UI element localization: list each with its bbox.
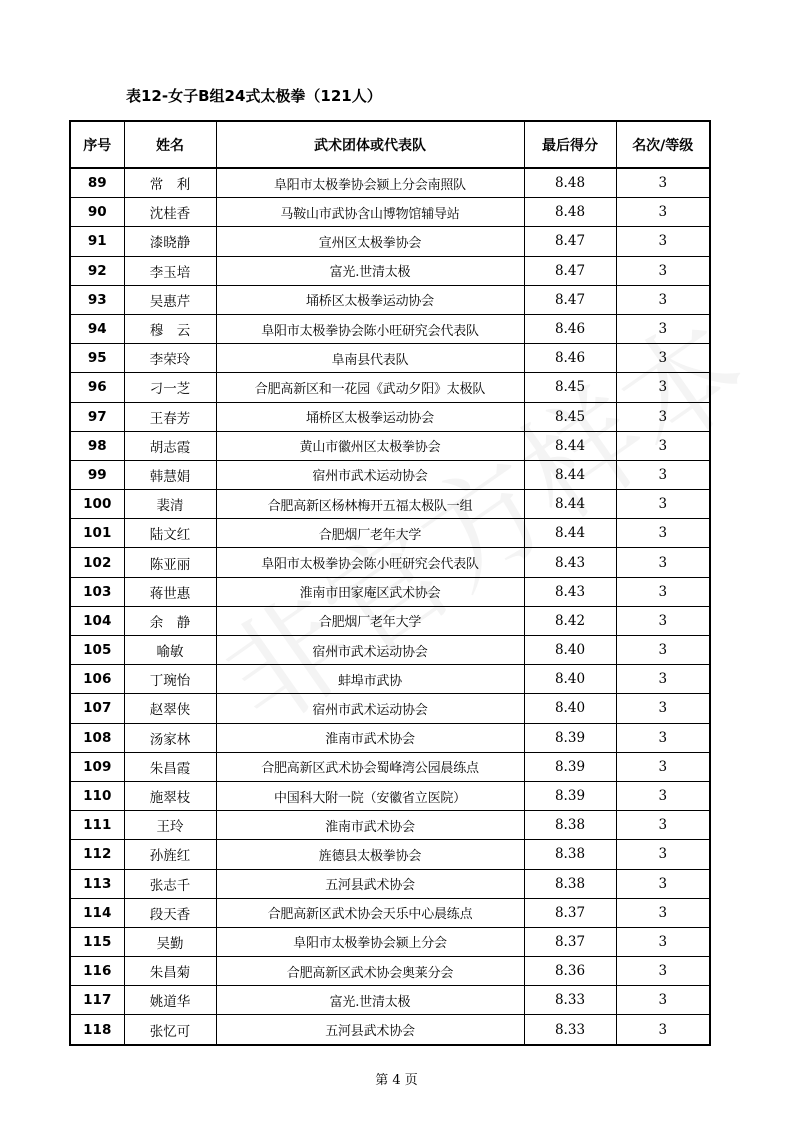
cell-team: 宣州区太极拳协会 [216, 227, 524, 256]
cell-team: 富光.世清太极 [216, 256, 524, 285]
cell-team: 富光.世清太极 [216, 986, 524, 1015]
table-row [70, 490, 710, 519]
cell-seq: 106 [70, 665, 124, 694]
cell-name: 韩慧娟 [124, 460, 216, 489]
cell-team: 淮南市田家庵区武术协会 [216, 577, 524, 606]
cell-name: 穆 云 [124, 314, 216, 343]
cell-team: 合肥高新区武术协会蜀峰湾公园晨练点 [216, 752, 524, 781]
cell-rank: 3 [616, 344, 710, 373]
cell-rank: 3 [616, 781, 710, 810]
table-row [70, 927, 710, 956]
cell-team: 宿州市武术运动协会 [216, 636, 524, 665]
cell-name: 李玉培 [124, 256, 216, 285]
cell-score: 8.37 [524, 927, 616, 956]
cell-name: 丁琬怡 [124, 665, 216, 694]
cell-seq: 90 [70, 198, 124, 227]
cell-seq: 110 [70, 781, 124, 810]
cell-rank: 3 [616, 198, 710, 227]
table-row [70, 957, 710, 986]
cell-team: 合肥烟厂老年大学 [216, 519, 524, 548]
cell-name: 裴清 [124, 490, 216, 519]
table-row [70, 168, 710, 198]
cell-seq: 118 [70, 1015, 124, 1045]
cell-score: 8.36 [524, 957, 616, 986]
cell-name: 汤家林 [124, 723, 216, 752]
cell-seq: 99 [70, 460, 124, 489]
cell-seq: 107 [70, 694, 124, 723]
cell-team: 宿州市武术运动协会 [216, 694, 524, 723]
cell-team: 阜阳市太极拳协会颍上分会南照队 [216, 168, 524, 198]
table-row [70, 519, 710, 548]
cell-team: 合肥高新区武术协会天乐中心晨练点 [216, 898, 524, 927]
cell-name: 沈桂香 [124, 198, 216, 227]
cell-score: 8.43 [524, 548, 616, 577]
cell-name: 余 静 [124, 606, 216, 635]
cell-rank: 3 [616, 957, 710, 986]
cell-seq: 93 [70, 285, 124, 314]
cell-name: 吴惠芹 [124, 285, 216, 314]
table-row [70, 256, 710, 285]
cell-seq: 117 [70, 986, 124, 1015]
cell-name: 孙旌红 [124, 840, 216, 869]
cell-score: 8.47 [524, 227, 616, 256]
cell-team: 阜阳市太极拳协会颍上分会 [216, 927, 524, 956]
cell-team: 阜南县代表队 [216, 344, 524, 373]
cell-score: 8.45 [524, 402, 616, 431]
table-row [70, 373, 710, 402]
cell-team: 宿州市武术运动协会 [216, 460, 524, 489]
cell-rank: 3 [616, 898, 710, 927]
cell-seq: 103 [70, 577, 124, 606]
cell-team: 合肥高新区武术协会奥莱分会 [216, 957, 524, 986]
cell-score: 8.48 [524, 168, 616, 198]
cell-seq: 105 [70, 636, 124, 665]
cell-name: 漆晓静 [124, 227, 216, 256]
cell-score: 8.44 [524, 490, 616, 519]
cell-score: 8.38 [524, 840, 616, 869]
cell-team: 五河县武术协会 [216, 1015, 524, 1045]
cell-score: 8.40 [524, 694, 616, 723]
cell-seq: 98 [70, 431, 124, 460]
table-row [70, 840, 710, 869]
cell-seq: 102 [70, 548, 124, 577]
cell-score: 8.42 [524, 606, 616, 635]
cell-score: 8.46 [524, 314, 616, 343]
cell-score: 8.37 [524, 898, 616, 927]
cell-name: 刁一芝 [124, 373, 216, 402]
cell-score: 8.48 [524, 198, 616, 227]
table-row [70, 811, 710, 840]
cell-name: 陆文红 [124, 519, 216, 548]
cell-team: 淮南市武术协会 [216, 723, 524, 752]
cell-seq: 91 [70, 227, 124, 256]
cell-team: 五河县武术协会 [216, 869, 524, 898]
cell-seq: 109 [70, 752, 124, 781]
cell-name: 朱昌霞 [124, 752, 216, 781]
header-score: 最后得分 [524, 121, 616, 168]
cell-rank: 3 [616, 519, 710, 548]
cell-rank: 3 [616, 168, 710, 198]
cell-seq: 115 [70, 927, 124, 956]
page-number: 第 4 页 [375, 1073, 418, 1088]
cell-seq: 114 [70, 898, 124, 927]
cell-team: 埇桥区太极拳运动协会 [216, 285, 524, 314]
cell-score: 8.40 [524, 665, 616, 694]
table-row [70, 752, 710, 781]
table-row [70, 898, 710, 927]
cell-score: 8.45 [524, 373, 616, 402]
cell-name: 王春芳 [124, 402, 216, 431]
cell-rank: 3 [616, 548, 710, 577]
cell-seq: 95 [70, 344, 124, 373]
cell-score: 8.39 [524, 781, 616, 810]
table-row [70, 577, 710, 606]
cell-rank: 3 [616, 431, 710, 460]
cell-score: 8.33 [524, 986, 616, 1015]
cell-seq: 112 [70, 840, 124, 869]
cell-score: 8.39 [524, 752, 616, 781]
table-row [70, 665, 710, 694]
cell-score: 8.47 [524, 285, 616, 314]
cell-score: 8.38 [524, 869, 616, 898]
table-row [70, 723, 710, 752]
header-name: 姓名 [124, 121, 216, 168]
table-row [70, 986, 710, 1015]
cell-team: 淮南市武术协会 [216, 811, 524, 840]
cell-rank: 3 [616, 256, 710, 285]
cell-seq: 101 [70, 519, 124, 548]
table-row [70, 198, 710, 227]
cell-seq: 92 [70, 256, 124, 285]
cell-name: 施翠枝 [124, 781, 216, 810]
table-row [70, 781, 710, 810]
cell-rank: 3 [616, 285, 710, 314]
results-table [69, 120, 711, 1046]
page-title: 表12-女子B组24式太极拳（121人） [126, 87, 382, 105]
header-row [70, 121, 710, 168]
cell-score: 8.44 [524, 460, 616, 489]
cell-rank: 3 [616, 927, 710, 956]
table-row [70, 548, 710, 577]
cell-seq: 100 [70, 490, 124, 519]
cell-team: 合肥高新区杨林梅开五福太极队一组 [216, 490, 524, 519]
header-rank: 名次/等级 [616, 121, 710, 168]
cell-rank: 3 [616, 314, 710, 343]
cell-name: 段天香 [124, 898, 216, 927]
table-row [70, 606, 710, 635]
cell-rank: 3 [616, 723, 710, 752]
cell-team: 黄山市徽州区太极拳协会 [216, 431, 524, 460]
cell-score: 8.40 [524, 636, 616, 665]
cell-seq: 113 [70, 869, 124, 898]
cell-rank: 3 [616, 840, 710, 869]
cell-name: 姚道华 [124, 986, 216, 1015]
table-row [70, 694, 710, 723]
cell-name: 吴勤 [124, 927, 216, 956]
cell-name: 喻敏 [124, 636, 216, 665]
cell-name: 赵翠侠 [124, 694, 216, 723]
cell-score: 8.44 [524, 519, 616, 548]
cell-rank: 3 [616, 490, 710, 519]
table-row [70, 227, 710, 256]
cell-team: 埇桥区太极拳运动协会 [216, 402, 524, 431]
cell-score: 8.44 [524, 431, 616, 460]
cell-team: 合肥烟厂老年大学 [216, 606, 524, 635]
cell-seq: 96 [70, 373, 124, 402]
cell-name: 蒋世惠 [124, 577, 216, 606]
cell-team: 合肥高新区和一花园《武动夕阳》太极队 [216, 373, 524, 402]
cell-rank: 3 [616, 752, 710, 781]
cell-rank: 3 [616, 373, 710, 402]
table-row [70, 431, 710, 460]
cell-rank: 3 [616, 694, 710, 723]
table-row [70, 344, 710, 373]
cell-seq: 94 [70, 314, 124, 343]
cell-rank: 3 [616, 606, 710, 635]
table-row [70, 636, 710, 665]
header-team: 武术团体或代表队 [216, 121, 524, 168]
cell-name: 张忆可 [124, 1015, 216, 1045]
cell-seq: 89 [70, 168, 124, 198]
cell-rank: 3 [616, 811, 710, 840]
cell-team: 中国科大附一院（安徽省立医院） [216, 781, 524, 810]
cell-seq: 108 [70, 723, 124, 752]
cell-seq: 104 [70, 606, 124, 635]
cell-team: 蚌埠市武协 [216, 665, 524, 694]
cell-score: 8.39 [524, 723, 616, 752]
cell-name: 胡志霞 [124, 431, 216, 460]
table-row [70, 285, 710, 314]
cell-seq: 116 [70, 957, 124, 986]
cell-name: 朱昌菊 [124, 957, 216, 986]
cell-score: 8.46 [524, 344, 616, 373]
cell-name: 王玲 [124, 811, 216, 840]
cell-rank: 3 [616, 577, 710, 606]
cell-team: 马鞍山市武协含山博物馆辅导站 [216, 198, 524, 227]
table-row [70, 460, 710, 489]
cell-score: 8.38 [524, 811, 616, 840]
cell-team: 阜阳市太极拳协会陈小旺研究会代表队 [216, 548, 524, 577]
cell-rank: 3 [616, 227, 710, 256]
cell-rank: 3 [616, 869, 710, 898]
cell-rank: 3 [616, 986, 710, 1015]
cell-rank: 3 [616, 1015, 710, 1045]
table-row [70, 1015, 710, 1045]
header-seq: 序号 [70, 121, 124, 168]
cell-rank: 3 [616, 402, 710, 431]
cell-rank: 3 [616, 665, 710, 694]
table-row [70, 314, 710, 343]
cell-name: 常 利 [124, 168, 216, 198]
cell-rank: 3 [616, 460, 710, 489]
table-row [70, 869, 710, 898]
cell-score: 8.43 [524, 577, 616, 606]
cell-team: 旌德县太极拳协会 [216, 840, 524, 869]
cell-name: 陈亚丽 [124, 548, 216, 577]
table-body [70, 168, 710, 1045]
table-row [70, 402, 710, 431]
cell-seq: 111 [70, 811, 124, 840]
cell-score: 8.47 [524, 256, 616, 285]
cell-name: 张志千 [124, 869, 216, 898]
cell-name: 李荣玲 [124, 344, 216, 373]
cell-team: 阜阳市太极拳协会陈小旺研究会代表队 [216, 314, 524, 343]
cell-score: 8.33 [524, 1015, 616, 1045]
cell-seq: 97 [70, 402, 124, 431]
cell-rank: 3 [616, 636, 710, 665]
